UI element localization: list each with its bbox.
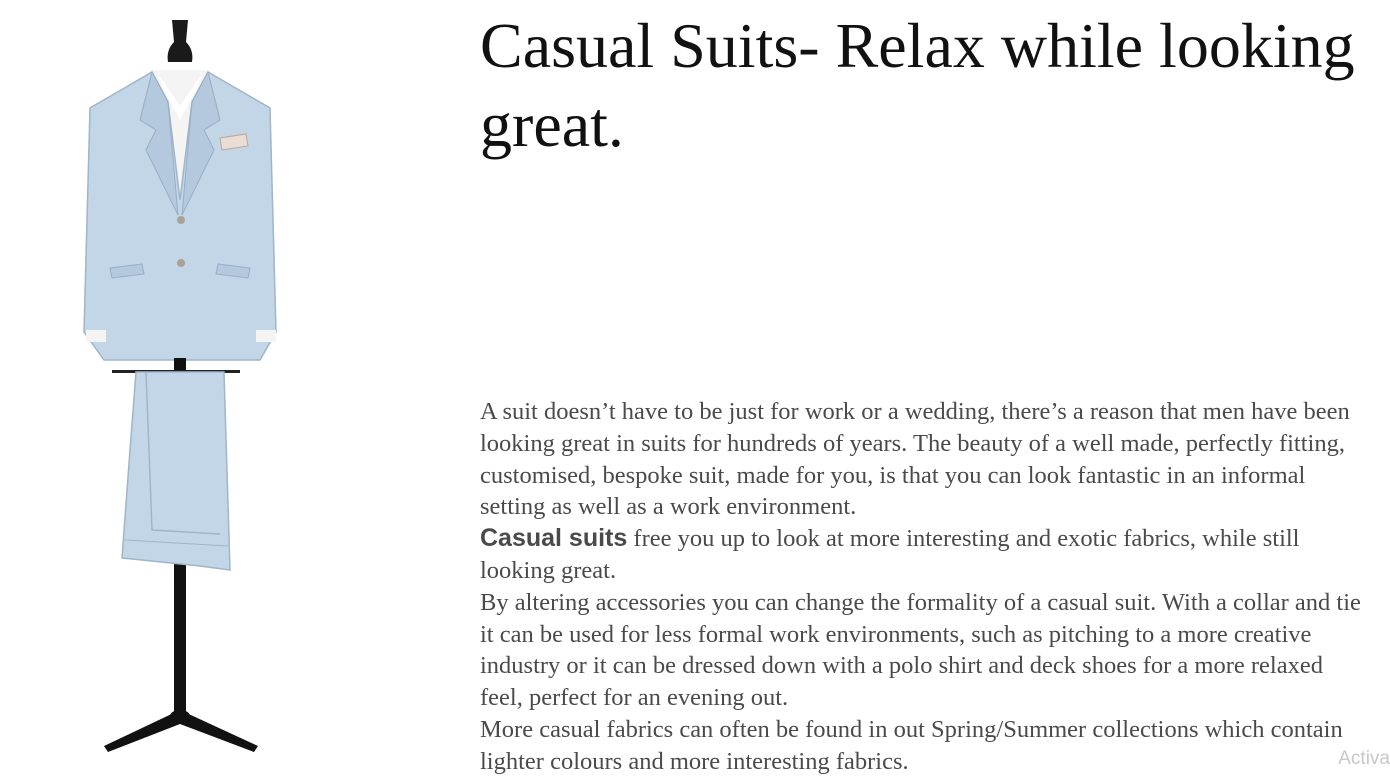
jacket-button	[177, 259, 185, 267]
slide-title: Casual Suits- Relax while looking great.	[480, 10, 1355, 160]
body-paragraph-3: By altering accessories you can change the formality of a casual suit. With a collar and tie it can be used for less formal work environments, such as pitching to a more creative industry or it can be dressed down with a polo shirt and deck shoes for a more relaxed feel, perfect for an evening out.	[480, 588, 1361, 712]
body-paragraph-2-rest: free you up to look at more interesting and exotic fabrics, while still looking great.	[480, 525, 1300, 584]
trousers	[122, 372, 230, 570]
body-paragraph-1: A suit doesn’t have to be just for work or a wedding, there’s a reason that men have been looking great in suits for hundreds of years. The beauty of a well made, perfectly fitting, customised, bespoke suit, made for you, is that you can look fantastic in an informal setting as well as a work environment.	[480, 398, 1350, 521]
body-paragraph-2	[480, 523, 1370, 587]
casual-suits-bold: Casual suits	[480, 524, 628, 553]
right-cuff	[256, 330, 276, 342]
activation-watermark: Activa	[1338, 748, 1390, 769]
slide-body	[480, 396, 1370, 778]
left-cuff	[86, 330, 106, 342]
stand-hub	[170, 710, 190, 722]
mannequin-neck	[168, 20, 193, 62]
jacket-button	[177, 216, 185, 224]
suit-on-stand-image	[60, 10, 320, 770]
body-paragraph-4: More casual fabrics can often be found in out Spring/Summer collections which contain lighter colours and more interesting fabrics.	[480, 715, 1343, 775]
